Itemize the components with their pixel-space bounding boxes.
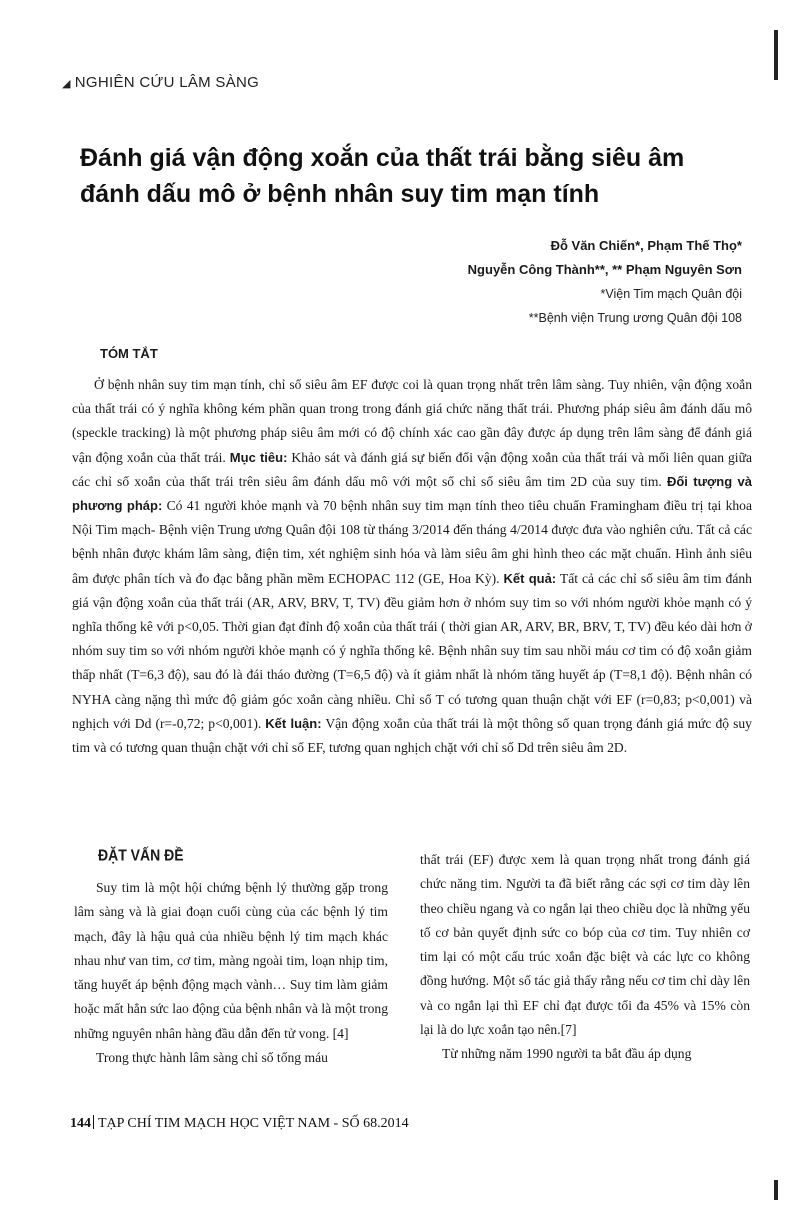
scan-edge-mark xyxy=(774,30,778,80)
abstract-results: Tất cả các chỉ số siêu âm tim đánh giá vận động xoắn của thất trái (AR, ARV, BRV, T, TV) đều giảm hơn ở nhóm suy tim so với nhóm người khỏe mạnh có ý nghĩa thống kê với p<0,05. Thời gian đạt đỉnh độ xoắn của thất trái ( thời gian AR, ARV, BR, BRV, T, TV) đều kéo dài hơn ở nhóm suy tim so với nhóm người khỏe mạnh có ý nghĩa thống kê. Bệnh nhân suy tim sau nhồi máu cơ tim có độ xoắn giảm thấp nhất (T=6,3 độ), sau đó là đái tháo đường (T=6,5 độ) và ít giảm nhất là nhóm tăng huyết áp (T=8,1 độ). Bệnh nhân có NYHA càng nặng thì mức độ giảm góc xoắn càng nhiều. Chỉ số T có tương quan thuận chặt với EF (r=0,83; p<0,001) và nghịch với Dd (r=-0,72; p<0,001). xyxy=(72,570,752,731)
intro-paragraph-3: thất trái (EF) được xem là quan trọng nhất trong đánh giá chức năng tim. Người ta đã biết rằng các sợi cơ tim dày lên theo chiều ngang và co ngắn lại theo chiều dọc là những yếu tố cơ bản quyết định sức co bóp của cơ tim. Tuy nhiên cơ tim lại có một cấu trúc xoắn đặc biệt và các lực co không đồng hướng. Một số tác giả thấy rằng nếu cơ tim chỉ dày lên và co ngắn lại thì EF chỉ đạt được tối đa 45% và 15% còn lại là do lực xoắn tạo nên.[7] xyxy=(420,852,750,1038)
abstract-conclusion-label: Kết luận: xyxy=(265,715,322,731)
section-marker-icon: ◢ xyxy=(62,78,71,90)
abstract-methods-label: Đối tượng và phương pháp: xyxy=(72,473,752,514)
abstract-aim: Khảo sát và đánh giá sự biến đổi vận động xoắn của thất trái và mối liên quan giữa các chỉ số xoắn của thất trái trên siêu âm đánh dấu mô với một số chỉ số siêu âm tim 2D của suy tim. xyxy=(72,449,752,489)
intro-paragraph-2: Trong thực hành lâm sàng chỉ số tống máu xyxy=(96,1050,328,1066)
page-footer xyxy=(70,1115,409,1132)
affiliation-2: **Bệnh viện Trung ương Quân đội 108 xyxy=(528,311,742,325)
journal-name: TẠP CHÍ TIM MẠCH HỌC VIỆT NAM - SỐ 68.2014 xyxy=(98,1116,409,1131)
abstract-intro: Ở bệnh nhân suy tim mạn tính, chỉ số siêu âm EF được coi là quan trọng nhất trên lâm sàng. Tuy nhiên, vận động xoắn của thất trái có ý nghĩa không kém phần quan trong trong đánh giá chức năng thất trái. Phương pháp siêu âm đánh dấu mô (speckle tracking) là một phương pháp siêu âm mới có độ chính xác cao gần đây được áp dụng trên lâm sàng để đánh giá vận động xoắn của thất trái. xyxy=(72,377,752,465)
intro-paragraph-4: Từ những năm 1990 người ta bắt đầu áp dụng xyxy=(442,1046,692,1062)
abstract-body xyxy=(72,373,752,760)
article-title: Đánh giá vận động xoắn của thất trái bằng siêu âm đánh dấu mô ở bệnh nhân suy tim mạn tính xyxy=(80,144,685,208)
section-label: NGHIÊN CỨU LÂM SÀNG xyxy=(74,74,260,91)
section-header xyxy=(62,74,259,91)
scan-edge-mark xyxy=(774,1180,778,1200)
abstract-aim-label: Mục tiêu: xyxy=(229,449,288,465)
intro-right-column xyxy=(420,848,750,1067)
page-number: 144 xyxy=(70,1116,91,1131)
author-block xyxy=(468,234,742,330)
abstract-heading: TÓM TẮT xyxy=(100,346,158,361)
affiliation-1: *Viện Tim mạch Quân đội xyxy=(600,287,742,301)
intro-paragraph-1: Suy tim là một hội chứng bệnh lý thường gặp trong lâm sàng và là giai đoạn cuối cùng của các bệnh lý tim mạch, đây là hậu quả của nhiều bệnh lý tim mạch khác nhau như van tim, cơ tim, màng ngoài tim, loạn nhịp tim, tăng huyết áp bệnh động mạch vành… Suy tim làm giảm hoặc mất hẳn sức lao động của bệnh nhân và là một trong những nguyên nhân hàng đầu dẫn đến tử vong. [4] xyxy=(74,880,388,1041)
abstract-conclusion: Vận động xoắn của thất trái là một thông số quan trọng đánh giá mức độ suy tim và có tương quan thuận chặt với chỉ số EF, tương quan nghịch chặt với chỉ số Dd trên siêu âm 2D. xyxy=(72,715,752,756)
intro-heading: ĐẶT VẤN ĐỀ xyxy=(98,846,184,864)
intro-left-column xyxy=(74,876,388,1070)
authors-line-2: Nguyễn Công Thành**, ** Phạm Nguyên Sơn xyxy=(467,262,742,277)
abstract-methods: Có 41 người khỏe mạnh và 70 bệnh nhân suy tim mạn tính theo tiêu chuẩn Framingham điều trị tại khoa Nội Tim mạch- Bệnh viện Trung ương Quân đội 108 từ tháng 3/2014 đến tháng 4/2014 được đưa vào nghiên cứu. Tất cả các bệnh nhân được khám lâm sàng, điện tim, xét nghiệm sinh hóa và làm siêu âm ghi hình theo các mặt chuẩn. Hình ảnh siêu âm được phân tích và đo đạc bằng phần mềm ECHOPAC 112 (GE, Hoa Kỳ). xyxy=(72,498,753,586)
abstract-results-label: Kết quả: xyxy=(503,570,557,586)
authors-line-1: Đỗ Văn Chiến*, Phạm Thế Thọ* xyxy=(550,238,742,253)
footer-divider xyxy=(93,1115,94,1129)
